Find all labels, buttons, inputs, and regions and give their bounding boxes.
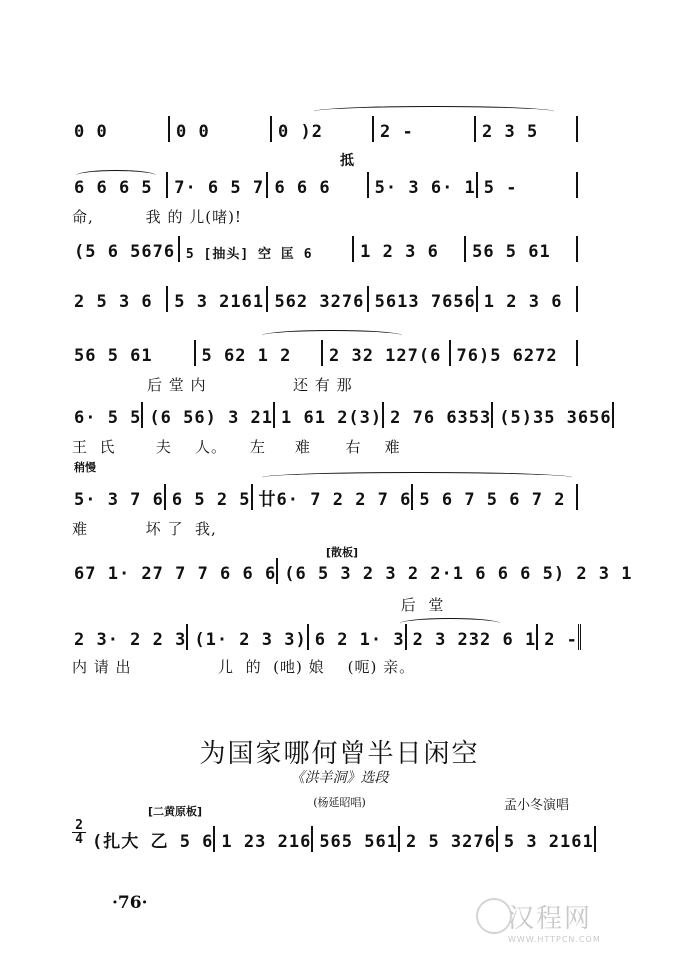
measure: 2 32 127(6 bbox=[323, 340, 451, 366]
measure: 5· 3 6· 1 bbox=[369, 172, 478, 198]
score-line-10 bbox=[90, 826, 594, 852]
measure: 5 [抽头] 空 匡 6 bbox=[180, 236, 354, 262]
measure: 0 0 bbox=[72, 116, 170, 142]
measure: 5 3 2161 bbox=[498, 826, 596, 852]
section-tag: [散板] bbox=[326, 546, 359, 559]
measure: 2 3· 2 2 3 bbox=[72, 624, 188, 650]
measure: 6· 5 5 bbox=[72, 402, 143, 428]
measure: 2 - bbox=[538, 624, 581, 650]
measure: 2 76 6353 bbox=[384, 402, 493, 428]
page-number: ·76· bbox=[112, 893, 148, 913]
measure: 1 23 216 bbox=[215, 826, 313, 852]
measure: 2 - bbox=[374, 116, 476, 142]
measure: 6 6 6 bbox=[268, 172, 368, 198]
measure: 6 5 2 5 bbox=[166, 484, 253, 510]
measure: 5 6 7 5 6 7 2 bbox=[413, 484, 578, 510]
time-signature-top: 2 bbox=[75, 818, 83, 833]
measure: 7· 6 5 7 bbox=[168, 172, 268, 198]
measure: 5613 7656 bbox=[369, 286, 478, 312]
measure: 廿6· 7 2 2 7 6 bbox=[253, 484, 414, 510]
watermark-url: WWW.HTTPCN.COM bbox=[508, 935, 601, 944]
piece-subtitle: 《洪羊洞》选段 bbox=[290, 770, 389, 786]
time-signature-bottom: 4 bbox=[72, 832, 86, 846]
measure: (5 6 5676 bbox=[72, 236, 180, 262]
measure: 2 5 3276 bbox=[400, 826, 498, 852]
score-line-7 bbox=[72, 484, 578, 510]
slur-mark bbox=[262, 472, 572, 483]
measure: 6 2 1· 3 bbox=[309, 624, 407, 650]
lyric-mark: 抵 bbox=[340, 153, 354, 169]
measure: 5· 3 7 6 bbox=[72, 484, 166, 510]
score-line-8 bbox=[72, 558, 633, 584]
measure: 562 3276 bbox=[268, 286, 368, 312]
measure: 0 0 bbox=[170, 116, 272, 142]
measure: 56 5 61 bbox=[72, 340, 196, 366]
measure: (6 5 3 2 3 2 2·1 6 6 6 5) 2 3 1 bbox=[284, 564, 633, 584]
lyrics-line: 王 氏 夫 人。 左 难 右 难 bbox=[72, 438, 401, 456]
measure: 2 3 5 bbox=[476, 116, 578, 142]
section-tag: [二黄原板] bbox=[148, 805, 203, 818]
score-line-1 bbox=[72, 116, 578, 142]
measure: 1 2 3 6 bbox=[478, 286, 578, 312]
measure: 5 3 2161 bbox=[168, 286, 268, 312]
slur-mark bbox=[314, 106, 554, 117]
measure: (5)35 3656 bbox=[493, 402, 613, 428]
score-line-4 bbox=[72, 286, 578, 312]
score-line-2 bbox=[72, 172, 578, 198]
watermark-logo-icon bbox=[476, 898, 512, 934]
measure: (1· 2 3 3) bbox=[188, 624, 308, 650]
piece-title: 为国家哪何曾半日闲空 bbox=[199, 739, 480, 769]
measure: 1 2 3 6 bbox=[354, 236, 466, 262]
measure: 2 5 3 6 bbox=[72, 286, 168, 312]
measure: 1 61 2(3) bbox=[275, 402, 384, 428]
measure: (6 56) 3 21 bbox=[143, 402, 275, 428]
score-line-6 bbox=[72, 402, 612, 428]
measure: 5 62 1 2 bbox=[196, 340, 324, 366]
score-line-9 bbox=[72, 624, 578, 650]
watermark-text: 汉程网 bbox=[508, 904, 593, 934]
measure: 0 )2 bbox=[272, 116, 374, 142]
score-line-5 bbox=[72, 340, 578, 366]
lyrics-line: 内 请 出 儿 的 (吔) 娘 (呃) 亲。 bbox=[72, 658, 416, 676]
measure: (扎大 乙 5 6 bbox=[90, 826, 215, 852]
performer: 孟小冬演唱 bbox=[503, 798, 569, 813]
measure: 56 5 61 bbox=[466, 236, 578, 262]
measure: 5 - bbox=[478, 172, 578, 198]
lyrics-line: 后 堂 内 还 有 那 bbox=[72, 376, 353, 394]
tempo-mark: 稍慢 bbox=[74, 461, 96, 474]
measure: 2 3 232 6 1 bbox=[407, 624, 539, 650]
measure: 67 1· 27 7 7 6 6 6 bbox=[72, 558, 278, 584]
time-signature bbox=[72, 819, 86, 846]
measure: 76)5 6272 bbox=[451, 340, 579, 366]
score-line-3 bbox=[72, 236, 578, 262]
piece-role: (杨延昭唱) bbox=[313, 796, 366, 809]
watermark bbox=[508, 898, 601, 944]
lyrics-line: 命, 我 的 儿(啫)! bbox=[72, 208, 242, 226]
measure: 6 6 6 5 bbox=[72, 172, 168, 198]
lyrics-line: 难 坏 了 我, bbox=[72, 520, 217, 538]
lyrics-line: 后 堂 bbox=[72, 596, 445, 614]
measure: 565 561 bbox=[313, 826, 400, 852]
